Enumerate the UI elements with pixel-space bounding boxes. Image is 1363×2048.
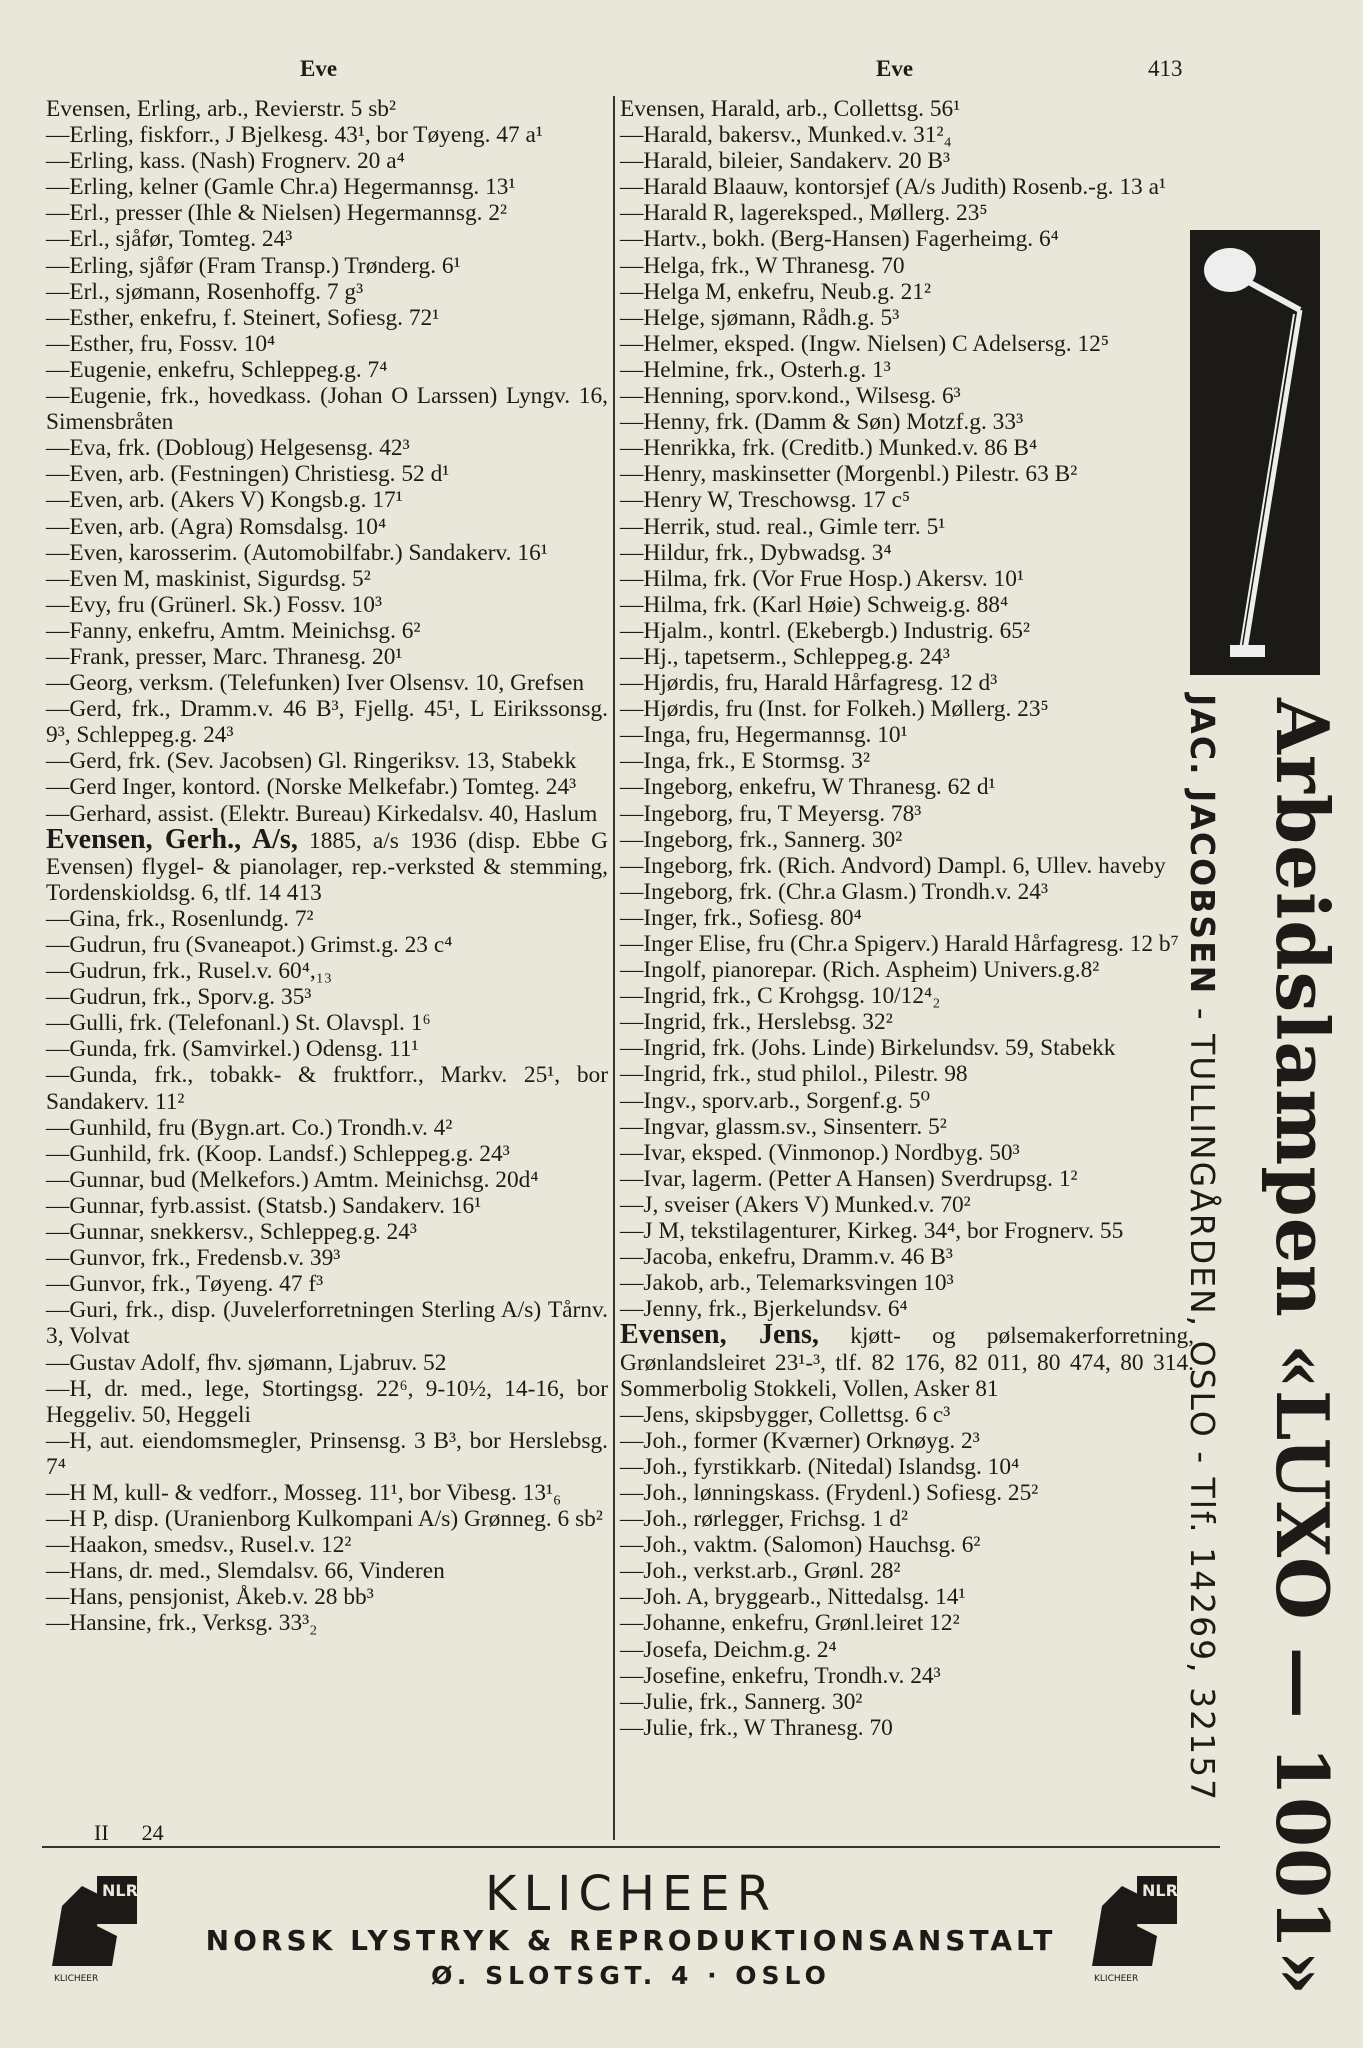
signature-mark: II 24 [94, 1820, 164, 1845]
directory-entry: —Harald R, lagereksped., Møllerg. 23⁵ [620, 200, 988, 227]
directory-entry: —Guri, frk., disp. (Juvelerforretningen Sterling A/s) Tårnv. 3, Volvat [46, 1297, 608, 1350]
right-column [620, 96, 1194, 1741]
klicheer-line1: NORSK LYSTRYK & REPRODUKTIONSANSTALT [205, 1924, 1057, 1957]
directory-entry: —Inga, fru, Hegermannsg. 10¹ [620, 722, 908, 749]
directory-entry: —Inger Elise, fru (Chr.a Spigerv.) Harald Hårfagresg. 12 b⁷ [620, 931, 1179, 957]
directory-entry: —Eugenie, enkefru, Schleppeg.g. 7⁴ [46, 356, 388, 383]
directory-entry: —Georg, verksm. (Telefunken) Iver Olsensv. 10, Grefsen [46, 670, 585, 697]
directory-entry: —Hans, dr. med., Slemdalsv. 66, Vinderen [46, 1558, 445, 1585]
directory-entry: —Ingvar, glassm.sv., Sinsenterr. 5² [620, 1113, 947, 1140]
luxo-ad-title: Arbeidslampen «LUXO — 1001» [1260, 698, 1345, 1997]
directory-entry: —Henrikka, frk. (Creditb.) Munked.v. 86 B⁴ [620, 435, 1038, 462]
directory-entry: —Ingrid, frk., Herslebsg. 32² [620, 1009, 893, 1036]
directory-entry: —Ingeborg, frk., Sannerg. 30² [620, 826, 903, 853]
business-name: Evensen, Jens, [620, 1319, 819, 1351]
luxo-ad-company: JAC. JACOBSEN [1183, 694, 1222, 996]
directory-entry: —J, sveiser (Akers V) Munked.v. 70² [620, 1191, 971, 1218]
directory-entry: —Gudrun, frk., Sporv.g. 35³ [46, 984, 312, 1011]
directory-entry: —Joh., former (Kværner) Orknøyg. 2³ [620, 1427, 980, 1454]
directory-entry: —Hjørdis, fru (Inst. for Folkeh.) Møllerg. 23⁵ [620, 696, 1049, 723]
directory-entry: —Henry W, Treschowsg. 17 c⁵ [620, 487, 911, 514]
business-entry [46, 823, 608, 906]
directory-entry: —Ingeborg, fru, T Meyersg. 78³ [620, 800, 922, 827]
directory-entry: —Ingeborg, enkefru, W Thranesg. 62 d¹ [620, 774, 996, 801]
directory-entry: —Ingeborg, frk. (Chr.a Glasm.) Trondh.v. 24³ [620, 878, 1049, 905]
directory-entry: —Inger, frk., Sofiesg. 80⁴ [620, 904, 862, 931]
directory-entry: —H M, kull- & vedforr., Mosseg. 11¹, bor Vibesg. 13¹₆ [46, 1479, 562, 1506]
running-head-left: Eve [300, 56, 338, 81]
klicheer-name: KLICHEER [485, 1866, 777, 1922]
business-entry [620, 1319, 1194, 1402]
nlr-logo-icon [1082, 1866, 1192, 1986]
directory-entry: —Josefine, enkefru, Trondh.v. 24³ [620, 1662, 941, 1689]
directory-entry: —Evy, fru (Grünerl. Sk.) Fossv. 10³ [46, 591, 382, 618]
directory-entry: —Gunvor, frk., Tøyeng. 47 f³ [46, 1271, 324, 1298]
side-advertisement [1180, 214, 1345, 1997]
directory-entry: —Henning, sporv.kond., Wilsesg. 6³ [620, 383, 961, 410]
business-details: 1885, a/s 1936 (disp. Ebbe G Evensen) flygel- & pianolager, rep.-verksted & stemming, Tordenskioldsg. 6, tlf. 14 413 [46, 827, 608, 906]
directory-entry: —Erl., sjåfør, Tomteg. 24³ [46, 226, 293, 253]
directory-entry: —Hilma, frk. (Karl Høie) Schweig.g. 88⁴ [620, 591, 1009, 618]
directory-entry: —Erling, kelner (Gamle Chr.a) Hegermannsg. 13¹ [46, 174, 516, 201]
directory-entry: —Gudrun, fru (Svaneapot.) Grimst.g. 23 c⁴ [46, 932, 453, 958]
directory-entry: —Haakon, smedsv., Rusel.v. 12² [46, 1532, 352, 1559]
logo-caption-right: KLICHEER [1094, 1974, 1139, 1984]
directory-entry: —Erl., presser (Ihle & Nielsen) Hegermannsg. 2² [46, 200, 508, 227]
directory-entry: —Helga M, enkefru, Neub.g. 21² [620, 278, 932, 305]
bottom-rule [42, 1846, 1220, 1848]
klicheer-text-block [42, 1856, 1220, 1990]
directory-entry: —Even, arb. (Agra) Romsdalsg. 10⁴ [46, 513, 387, 540]
directory-entry: —Gunnar, snekkersv., Schleppeg.g. 24³ [46, 1219, 417, 1246]
directory-entry: —Even, karosserim. (Automobilfabr.) Sandakerv. 16¹ [46, 539, 548, 566]
directory-entry: —Hans, pensjonist, Åkeb.v. 28 bb³ [46, 1584, 374, 1611]
logo-text-right: NLR [1142, 1881, 1178, 1900]
directory-entry: —H, aut. eiendomsmegler, Prinsensg. 3 B³, bor Herslebsg. 7⁴ [46, 1427, 608, 1480]
directory-entry: —Julie, frk., W Thranesg. 70 [620, 1714, 893, 1741]
directory-entry: —Ingrid, frk., C Krohgsg. 10/12⁴₂ [620, 983, 941, 1010]
directory-entry: —Erling, sjåfør (Fram Transp.) Trønderg. 6¹ [46, 252, 461, 279]
directory-entry: —Even, arb. (Festningen) Christiesg. 52 d¹ [46, 461, 450, 488]
directory-entry: —Gunvor, frk., Fredensb.v. 39³ [46, 1245, 341, 1272]
directory-entry: —H, dr. med., lege, Stortingsg. 22⁶, 9-10½, 14-16, bor Heggeliv. 50, Heggeli [46, 1375, 608, 1428]
directory-entry: —Joh., verkst.arb., Grønl. 28² [620, 1558, 901, 1585]
directory-entry: —Fanny, enkefru, Amtm. Meinichsg. 6² [46, 617, 421, 644]
directory-entry: —Esther, fru, Fossv. 10⁴ [46, 330, 276, 357]
directory-entry: —Hilma, frk. (Vor Frue Hosp.) Akersv. 10¹ [620, 565, 1024, 592]
directory-entry: —Gerd, frk. (Sev. Jacobsen) Gl. Ringeriksv. 13, Stabekk [46, 748, 577, 775]
directory-entry: —Even M, maskinist, Sigurdsg. 5² [46, 565, 371, 592]
directory-entry: —Frank, presser, Marc. Thranesg. 20¹ [46, 643, 403, 670]
directory-entry: —Erling, fiskforr., J Bjelkesg. 43¹, bor Tøyeng. 47 a¹ [46, 122, 543, 149]
directory-entry: —Hj., tapetserm., Schleppeg.g. 24³ [620, 643, 950, 670]
directory-entry: —Gunhild, fru (Bygn.art. Co.) Trondh.v. 4² [46, 1114, 453, 1141]
luxo-ad-contact: - TULLINGÅRDEN, OSLO - Tlf. 14269, 32157 [1183, 995, 1222, 1803]
directory-entry: —Gulli, frk. (Telefonanl.) St. Olavspl. 1⁶ [46, 1010, 431, 1037]
directory-entry: —Gunnar, fyrb.assist. (Statsb.) Sandakerv. 16¹ [46, 1192, 482, 1219]
directory-entry: —Gerd, frk., Dramm.v. 46 B³, Fjellg. 45¹, L Eirikssonsg. 9³, Schleppeg.g. 24³ [46, 696, 608, 749]
directory-entry: —Erling, kass. (Nash) Frognerv. 20 a⁴ [46, 148, 405, 175]
directory-entry: —Hartv., bokh. (Berg-Hansen) Fagerheimg. 6⁴ [620, 226, 1059, 253]
directory-entry: —Ingeborg, frk. (Rich. Andvord) Dampl. 6, Ullev. haveby [620, 852, 1166, 879]
directory-entry: —Harald Blaauw, kontorsjef (A/s Judith) Rosenb.-g. 13 a¹ [620, 174, 1166, 201]
business-name: Evensen, Gerh., A/s, [46, 823, 298, 855]
directory-entry: —Gunda, frk., tobakk- & fruktforr., Markv. 25¹, bor Sandakerv. 11² [46, 1062, 608, 1115]
directory-entry: —Eugenie, frk., hovedkass. (Johan O Larssen) Lyngv. 16, Simensbråten [46, 383, 608, 436]
directory-entry: —Joh., fyrstikkarb. (Nitedal) Islandsg. 10⁴ [620, 1453, 1020, 1480]
directory-entry: —Harald, bakersv., Munked.v. 31²₄ [620, 122, 952, 149]
column-divider [613, 96, 615, 1840]
business-details: kjøtt- og pølsemakerforretning, Grønlandsleiret 23¹-³, tlf. 82 176, 82 011, 80 474, 80 314. Sommerbolig Stokkeli, Vollen, Asker 81 [620, 1323, 1194, 1402]
directory-entry: —Ingrid, frk. (Johs. Linde) Birkelundsv. 59, Stabekk [620, 1035, 1116, 1062]
directory-entry: —Gerhard, assist. (Elektr. Bureau) Kirkedalsv. 40, Haslum [46, 800, 598, 827]
bottom-advertisement [42, 1856, 1220, 2006]
directory-entry: —Hjalm., kontrl. (Ekebergb.) Industrig. 65² [620, 617, 1030, 644]
directory-entry: —Ivar, lagerm. (Petter A Hansen) Sverdrupsg. 1² [620, 1165, 1078, 1192]
directory-entry: —Henny, frk. (Damm & Søn) Motzf.g. 33³ [620, 409, 1024, 436]
directory-entry: —Gunnar, bud (Melkefors.) Amtm. Meinichsg. 20d⁴ [46, 1166, 539, 1193]
directory-entry: —Gunhild, frk. (Koop. Landsf.) Schleppeg.g. 24³ [46, 1140, 510, 1167]
directory-entry: —Gudrun, frk., Rusel.v. 60⁴,₁₃ [46, 958, 333, 985]
left-column [46, 96, 608, 1637]
directory-entry: —Jakob, arb., Telemarksvingen 10³ [620, 1270, 954, 1297]
directory-entry: —Ingolf, pianorepar. (Rich. Aspheim) Univers.g.8² [620, 957, 1100, 984]
directory-entry: —Harald, bileier, Sandakerv. 20 B³ [620, 148, 950, 175]
running-head-center: Eve [876, 56, 914, 81]
directory-entry: —J M, tekstilagenturer, Kirkeg. 34⁴, bor Frognerv. 55 [620, 1218, 1124, 1245]
directory-entry: —Josefa, Deichm.g. 2⁴ [620, 1636, 837, 1663]
directory-entry: —Jens, skipsbygger, Collettsg. 6 c³ [620, 1401, 951, 1428]
directory-entry: —Helmine, frk., Osterh.g. 1³ [620, 356, 891, 383]
directory-entry: —Hjørdis, fru, Harald Hårfagresg. 12 d³ [620, 670, 998, 697]
logo-text-left: NLR [102, 1881, 138, 1900]
directory-entry: —Gina, frk., Rosenlundg. 7² [46, 905, 314, 932]
directory-entry: —Helga, frk., W Thranesg. 70 [620, 252, 905, 279]
directory-entry: —Esther, enkefru, f. Steinert, Sofiesg. 72¹ [46, 304, 440, 331]
directory-entry: —Helmer, eksped. (Ingw. Nielsen) C Adelsersg. 12⁵ [620, 330, 1109, 357]
lamp-icon [1190, 230, 1320, 675]
klicheer-line2: Ø. SLOTSGT. 4 · OSLO [431, 1961, 831, 1990]
directory-entry: —Jacoba, enkefru, Dramm.v. 46 B³ [620, 1244, 953, 1271]
page-number: 413 [1148, 56, 1183, 81]
directory-entry: —Gerd Inger, kontord. (Norske Melkefabr.) Tomteg. 24³ [46, 774, 577, 801]
directory-entry: —H P, disp. (Uranienborg Kulkompani A/s) Grønneg. 6 sb² [46, 1506, 603, 1533]
directory-entry: —Helge, sjømann, Rådh.g. 5³ [620, 304, 900, 331]
directory-entry: —Even, arb. (Akers V) Kongsb.g. 17¹ [46, 487, 403, 514]
directory-entry: —Joh. A, bryggearb., Nittedalsg. 14¹ [620, 1584, 966, 1611]
logo-caption-left: KLICHEER [54, 1974, 99, 1984]
directory-entry: —Johanne, enkefru, Grønl.leiret 12² [620, 1610, 960, 1637]
directory-entry: —Gunda, frk. (Samvirkel.) Odensg. 11¹ [46, 1036, 419, 1063]
directory-entry: —Inga, frk., E Stormsg. 3² [620, 748, 870, 775]
luxo-ad-address [1183, 694, 1222, 1802]
directory-entry: —Gustav Adolf, fhv. sjømann, Ljabruv. 52 [46, 1349, 447, 1376]
directory-entry: Evensen, Erling, arb., Revierstr. 5 sb² [46, 96, 397, 122]
directory-entry: —Julie, frk., Sannerg. 30² [620, 1688, 863, 1715]
directory-entry: —Ivar, eksped. (Vinmonop.) Nordbyg. 50³ [620, 1139, 1020, 1166]
directory-entry: —Henry, maskinsetter (Morgenbl.) Pilestr. 63 B² [620, 461, 1078, 488]
directory-entry: —Hildur, frk., Dybwadsg. 3⁴ [620, 539, 892, 566]
directory-entry: —Hansine, frk., Verksg. 33³₂ [46, 1610, 318, 1637]
directory-entry: —Erl., sjømann, Rosenhoffg. 7 g³ [46, 278, 364, 305]
directory-entry: —Ingrid, frk., stud philol., Pilestr. 98 [620, 1061, 968, 1088]
directory-entry: —Joh., vaktm. (Salomon) Hauchsg. 6² [620, 1532, 981, 1559]
directory-entry: —Jenny, frk., Bjerkelundsv. 6⁴ [620, 1296, 908, 1323]
directory-entry: Evensen, Harald, arb., Collettsg. 56¹ [620, 96, 961, 122]
directory-entry: —Joh., rørlegger, Frichsg. 1 d² [620, 1506, 909, 1533]
directory-entry: —Herrik, stud. real., Gimle terr. 5¹ [620, 513, 946, 540]
directory-entry: —Joh., lønningskass. (Frydenl.) Sofiesg. 25² [620, 1479, 1039, 1506]
directory-entry: —Eva, frk. (Dobloug) Helgesensg. 42³ [46, 435, 410, 462]
directory-entry: —Ingv., sporv.arb., Sorgenf.g. 5⁰ [620, 1087, 930, 1114]
